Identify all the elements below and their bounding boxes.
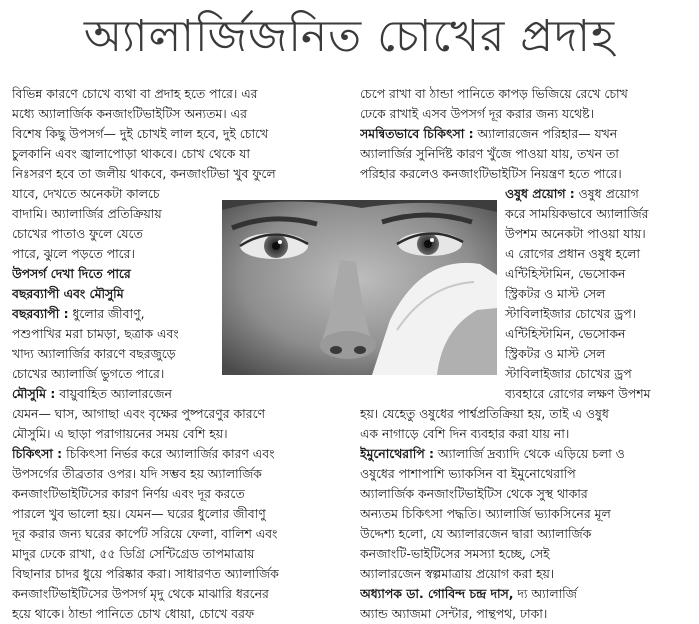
text-line: খাদ্য অ্যালার্জির কারণে বছরজুড়ে [12,346,176,361]
text-line: উপসর্গ দেখা দিতে পারে [12,266,131,281]
text-line: চেপে রাখা বা ঠান্ডা পানিতে কাপড় ভিজিয়ে রেখে চোখ [360,86,628,101]
text-line: করে সাময়িকভাবে অ্যালার্জির [505,206,649,221]
drug-paragraph-first: ওষুধ প্রয়োগ : ওষুধ প্রয়োগ [505,186,639,201]
treatment-paragraph-first: চিকিৎসা : চিকিৎসা নির্ভর করে অ্যালার্জির কারণ এবং [12,446,275,461]
immuno-paragraph-first: ইমুনোথেরাপি : অ্যালার্জি দ্রব্যাদি থেকে এড়িয়ে চলা ও [360,446,625,461]
text-line: নিঃসরণ হবে তা জলীয় থাকবে, কনজাংটিভা খুব ফুলে [12,166,276,181]
article-title: অ্যালার্জিজনিত চোখের প্রদাহ [83,10,616,62]
text-line: কনজাংটিভাইটিসের কারণ নির্ণয় এবং দূর করতে [12,486,245,501]
text-line: মাদুর ঢেকে রাখা, ৫৫ ডিগ্রি সেন্টিগ্রেড তাপমাত্রায় [12,546,255,561]
text-line: ব্যবহারে রোগের লক্ষণ উপশম [505,386,651,401]
eye-photo-illustration [222,200,497,375]
author-org-line: অ্যান্ড অ্যাজমা সেন্টার, পান্থপথ, ঢাকা। [360,606,548,621]
text-line: কনজাংটি-ভাইটিসের সমস্যা হচ্ছে, সেই [360,546,550,561]
text-line: পারে, ঝুলে পড়তে পারে। [12,246,135,261]
text-line: যেমন— ঘাস, আগাছা এবং বৃক্ষের পুষ্পরেণুর কারণে [12,406,266,421]
text-line: অ্যালারজেন স্বল্পমাত্রায় প্রয়োগ করা হয়। [360,566,555,581]
drug-label: ওষুধ প্রয়োগ : [505,186,575,201]
eye-photo [222,200,497,375]
perennial-paragraph-first: বছরব্যাপী : ধুলোর জীবাণু, [12,306,145,321]
text-line: অ্যালার্জিক কনজাংটিভাইটিস থেকে সুস্থ থাকার [360,486,588,501]
text-line: হয়ে থাকে। ঠান্ডা পানিতে চোখ ধোয়া, চোখে বরফ [12,606,255,621]
text-line: অন্যতম চিকিৎসা পদ্ধতি। অ্যালার্জি ভ্যাকসিনের মূল [360,506,611,521]
text-line: পশুপাখির মরা চামড়া, ছত্রাক এবং [12,326,179,341]
text-line: উপশম অনেকটা পাওয়া যায়। [505,226,646,241]
treatment-label: চিকিৎসা : [12,446,63,461]
text-line: যাবে, দেখতে অনেকটা কালচে [12,186,160,201]
text-line: কনজাংটিভাইটিসের উপসর্গ মৃদু থেকে মাঝারি ধরনের [12,586,269,601]
text-line: স্ট্রিকটর ও মাস্ট সেল [505,286,606,301]
author-line: অধ্যাপক ডা. গোবিন্দ চন্দ্র দাস, দ্য অ্যালার্জি [360,586,577,601]
text-line: এ রোগের প্রধান ওষুধ হলো [505,246,640,261]
text-line: বাদামি। অ্যালার্জির প্রতিক্রিয়ায় [12,206,162,221]
text-line: চোখের অ্যালার্জি ভুগতে পারে। [12,366,165,381]
text-line: স্ট্রিকটর ও মাস্ট সেল [505,346,606,361]
text-line: মৌসুমি। এ ছাড়া পরাগায়নের সময় বেশি হয়। [12,426,228,441]
text-line: অ্যালার্জির সুনির্দিষ্ট কারণ খুঁজে পাওয়া যায়, তখন তা [360,146,619,161]
text-line: চোখের পাতাও ফুলে যেতে [12,226,143,241]
perennial-label: বছরব্যাপী : [12,306,69,321]
text-line: এন্টিহিস্টামিন, ভেসোকন [505,326,626,341]
author-name: অধ্যাপক ডা. গোবিন্দ চন্দ্র দাস, [360,586,514,601]
text-line: ওষুধের পাশাপাশি ভ্যাকসিন বা ইমুনোথেরাপি [360,466,576,481]
text-line: স্টাবিলাইজার চোখের ড্রপ। [505,306,637,321]
text-line: হয়। যেহেতু ওষুধের পার্শ্বপ্রতিক্রিয়া হয়, তাই এ ওষুধ [360,406,609,421]
immuno-label: ইমুনোথেরাপি : [360,446,434,461]
seasonal-label: মৌসুমি : [12,386,56,401]
immuno-paragraph [360,464,690,584]
text-line: পরিহার করলেও কনজাংটিভাইটিস নিয়ন্ত্রণ হতে পারে। [360,166,622,181]
text-line: বিছানার চাদর ধুয়ে পরিষ্কার করা। সাধারণত অ্যালার্জিক [12,566,279,581]
text-line: মধ্যে অ্যালার্জিক কনজাংটিভাইটিস অন্যতম। এর [12,106,247,121]
text-line: বছরব্যাপী এবং মৌসুমি [12,286,124,301]
text-line: উপসর্গের তীব্রতার ওপর। যদি সম্ভব হয় অ্যালার্জিক [12,466,262,481]
treatment-paragraph [12,464,352,624]
continued-paragraph [360,84,690,124]
combined-paragraph-first: সমন্বিতভাবে চিকিৎসা : অ্যালারজেন পরিহার— যখন [360,126,618,141]
text-line: ঢেকে রাখাই এসব উপসর্গ দূর করার জন্য যথেষ্ট। [360,106,595,121]
text-line: উদ্দেশ্য হলো, যে অ্যালারজেন দ্বারা অ্যালার্জিক [360,526,592,541]
combined-label: সমন্বিতভাবে চিকিৎসা : [360,126,474,141]
seasonal-paragraph [12,404,352,444]
text-line: চুলকানি এবং জ্বালাপোড়া থাকবে। চোখ থেকে যা [12,146,250,161]
text-line: এক নাগাড়ে বেশি দিন ব্যবহার করা যায় না। [360,426,570,441]
text-line: এন্টিহিস্টামিন, ভেসোকন [505,266,626,281]
combined-paragraph [360,144,690,184]
text-line: দূর করার জন্য ঘরের কার্পেট সরিয়ে ফেলা, বালিশ এবং [12,526,278,541]
text-line: বিশেষ কিছু উপসর্গ— দুই চোখই লাল হবে, দুই চোখে [12,126,269,141]
text-line: স্টাবিলাইজার চোখের ড্রপ [505,366,632,381]
text-line: পারলে খুব ভালো হয়। যেমন— ঘরের ধুলোর জীবাণু [12,506,266,521]
text-line: বিভিন্ন কারণে চোখে ব্যথা বা প্রদাহ হতে পারে। এর [12,86,258,101]
seasonal-paragraph-first: মৌসুমি : বায়ুবাহিত অ্যালারজেন [12,386,172,401]
